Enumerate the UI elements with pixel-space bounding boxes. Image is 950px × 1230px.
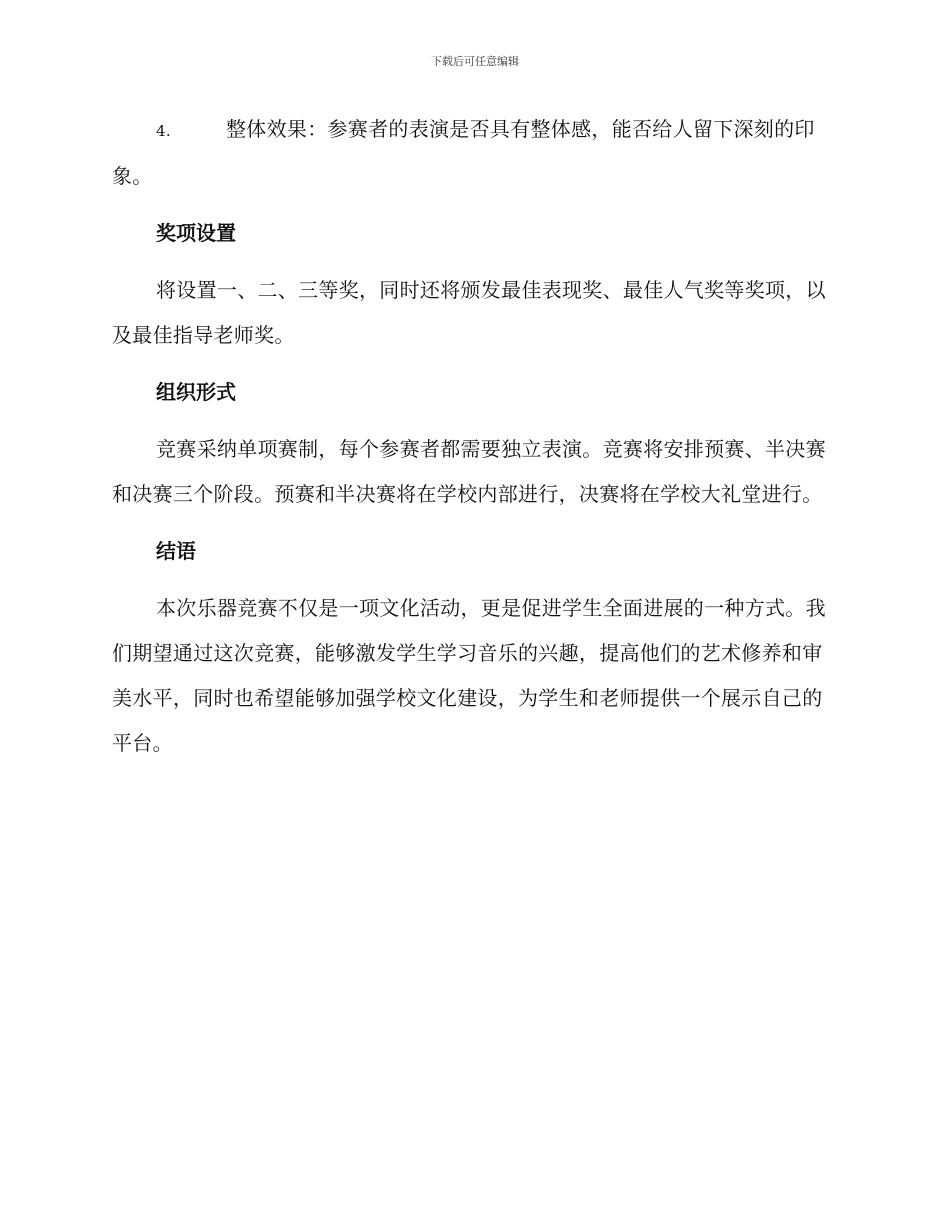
conclusion-heading: 结语 <box>156 539 196 563</box>
list-number: 4. <box>156 122 171 140</box>
list-item-text: 整体效果：参赛者的表演是否具有整体感，能否给人留下深刻的印象。 <box>112 117 815 188</box>
organization-paragraph: 竞赛采纳单项赛制，每个参赛者都需要独立表演。竞赛将安排预赛、半决赛和决赛三个阶段。预赛和半决赛将在学校内部进行，决赛将在学校大礼堂进行。 <box>112 437 826 506</box>
document-body <box>112 107 834 778</box>
organization-heading: 组织形式 <box>156 380 236 404</box>
page-header: 下载后可任意编辑 <box>431 55 519 68</box>
awards-heading: 奖项设置 <box>156 221 236 245</box>
awards-paragraph: 将设置一、二、三等奖，同时还将颁发最佳表现奖、最佳人气奖等奖项，以及最佳指导老师奖。 <box>112 278 826 347</box>
criteria-item-4 <box>112 107 834 199</box>
conclusion-paragraph: 本次乐器竞赛不仅是一项文化活动，更是促进学生全面进展的一种方式。我们期望通过这次竞赛，能够激发学生学习音乐的兴趣，提高他们的艺术修养和审美水平，同时也希望能够加强学校文化建设，为学生和老师提供一个展示自己的平台。 <box>112 596 826 755</box>
